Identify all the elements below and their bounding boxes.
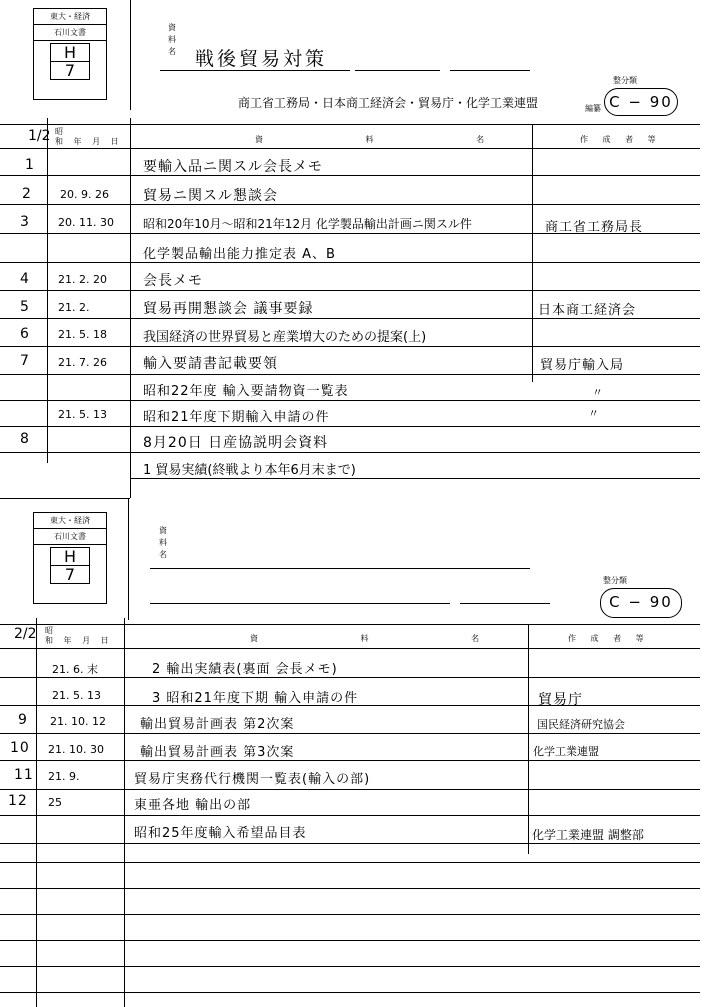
stamp-line1: 東大・経済 <box>34 513 106 529</box>
archive-stamp <box>33 8 107 100</box>
row-author: 化学工業連盟 調整部 <box>532 828 644 842</box>
row-date: 21. 10. 12 <box>50 715 106 728</box>
row-number: 9 <box>18 712 28 728</box>
row-number: 10 <box>10 740 30 756</box>
row-number: 5 <box>20 299 30 315</box>
author-col-header: 作 成 者 等 <box>568 634 650 643</box>
label-shiryo-mei: 資 料 名 <box>168 23 176 56</box>
row-number: 7 <box>20 353 30 369</box>
row-number: 3 <box>20 214 30 230</box>
row-author: 化学工業連盟 <box>533 745 599 758</box>
row-number: 11 <box>14 767 34 783</box>
row-title: 要輸入品ニ関スル会長メモ <box>143 159 323 175</box>
classification-code: C − 90 <box>600 588 682 618</box>
date-col-header: 和 年 月 日 <box>45 636 113 645</box>
stamp-number: 7 <box>50 62 90 80</box>
stamp-line1: 東大・経済 <box>34 9 106 25</box>
era-label: 昭 <box>45 626 53 635</box>
row-number: 1 <box>25 157 35 173</box>
row-date: 25 <box>48 796 62 809</box>
date-col-header: 和 年 月 日 <box>55 137 123 146</box>
row-title: 輸出貿易計画表 第2次案 <box>140 717 295 732</box>
row-title: 輸入要請書記載要領 <box>143 356 278 372</box>
stamp-number: 7 <box>50 566 90 584</box>
row-date: 21. 9. <box>48 770 80 783</box>
row-title: 昭和20年10月〜昭和21年12月 化学製品輸出計画ニ関スル件 <box>143 217 472 231</box>
row-author: 商工省工務局長 <box>545 220 644 235</box>
row-title: 化学製品輸出能力推定表 A、B <box>143 247 336 262</box>
page-indicator: 2/2 <box>14 626 37 642</box>
classification-code: C − 90 <box>604 88 678 116</box>
stamp-line2: 石川文書 <box>34 25 106 41</box>
author-col-header: 作 成 者 等 <box>580 135 662 144</box>
class-label: 整分類 <box>613 76 637 85</box>
row-title: 東亜各地 輸出の部 <box>134 798 252 813</box>
row-date: 21. 2. <box>58 301 90 314</box>
row-number: 2 <box>22 186 32 202</box>
archive-stamp <box>33 512 107 604</box>
row-title: 昭和21年度下期輸入申請の件 <box>143 410 330 425</box>
row-date: 21. 5. 13 <box>52 689 101 702</box>
row-date: 21. 2. 20 <box>58 273 107 286</box>
row-title: 我国経済の世界貿易と産業増大のための提案(上) <box>143 330 427 345</box>
document-subtitle: 商工省工務局・日本商工経済会・貿易庁・化学工業連盟 <box>238 96 539 110</box>
row-date: 21. 5. 18 <box>58 328 107 341</box>
page-indicator: 1/2 <box>28 128 51 144</box>
row-number: 12 <box>8 793 28 809</box>
row-title: 3 昭和21年度下期 輸入申請の件 <box>152 691 359 706</box>
row-author: 貿易庁 <box>538 692 583 708</box>
class-label: 整分類 <box>603 576 627 585</box>
row-author: 国民経済研究協会 <box>537 718 625 731</box>
row-date: 20. 11. 30 <box>58 216 114 229</box>
row-title: 2 輸出実績表(裏面 会長メモ) <box>152 662 338 677</box>
label-shiryo-mei: 資 料 名 <box>159 526 167 559</box>
row-title: 1 貿易実績(終戦より本年6月末まで) <box>143 463 356 478</box>
row-date: 21. 5. 13 <box>58 408 107 421</box>
row-title: 会長メモ <box>143 273 203 289</box>
row-author: 〃 <box>592 386 603 399</box>
name-col-header: 資 料 名 <box>255 135 535 144</box>
row-author: 〃 <box>588 407 599 420</box>
row-date: 21. 10. 30 <box>48 743 104 756</box>
row-number: 8 <box>20 431 30 447</box>
row-date: 21. 7. 26 <box>58 356 107 369</box>
row-title: 8月20日 日産協説明会資料 <box>143 435 329 451</box>
stamp-line2: 石川文書 <box>34 529 106 545</box>
name-col-header: 資 料 名 <box>250 634 530 643</box>
document-title: 戦後貿易対策 <box>195 48 328 70</box>
row-number: 4 <box>20 271 30 287</box>
row-title: 貿易再開懇談会 議事要録 <box>143 301 314 317</box>
era-label: 昭 <box>55 127 63 136</box>
row-title: 昭和22年度 輸入要請物資一覧表 <box>143 384 349 399</box>
row-title: 貿易ニ関スル懇談会 <box>143 188 278 204</box>
row-author: 貿易庁輸入局 <box>540 358 625 373</box>
row-title: 貿易庁実務代行機関一覧表(輸入の部) <box>134 772 371 787</box>
stamp-letter: H <box>50 547 90 566</box>
row-title: 昭和25年度輸入希望品目表 <box>134 826 307 841</box>
row-author: 日本商工経済会 <box>538 303 637 318</box>
stamp-letter: H <box>50 43 90 62</box>
row-date: 20. 9. 26 <box>60 188 109 201</box>
row-date: 21. 6. 末 <box>52 663 98 676</box>
row-number: 6 <box>20 326 30 342</box>
subtitle-suffix: 編纂 <box>585 104 601 113</box>
row-title: 輸出貿易計画表 第3次案 <box>140 745 295 760</box>
